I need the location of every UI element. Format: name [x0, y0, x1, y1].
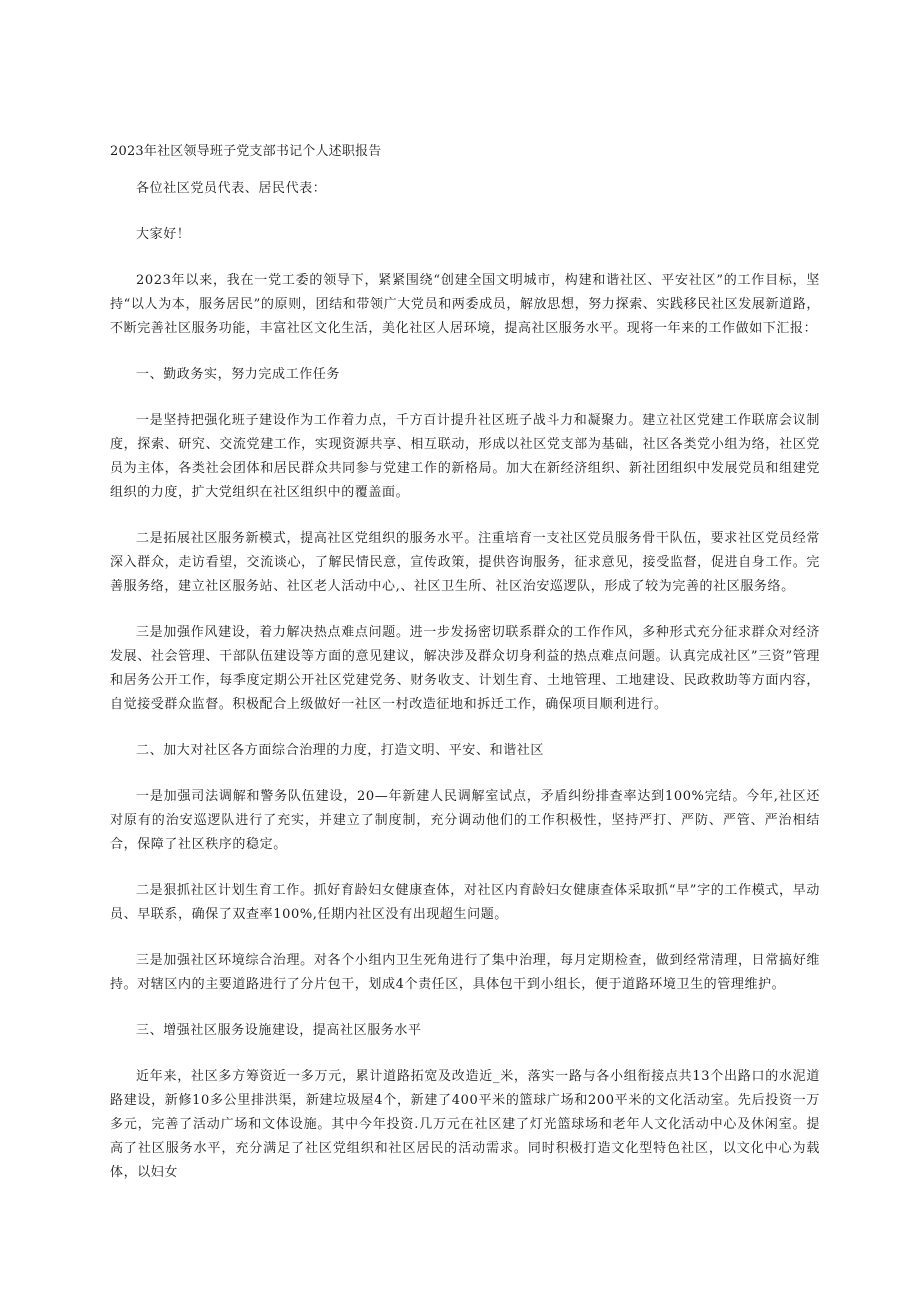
greeting: 大家好！ [136, 227, 191, 242]
section-2-paragraph-2: 二是狠抓社区计划生育工作。抓好育龄妇女健康查体，对社区内育龄妇女健康查体采取抓“早”字的工作模式，早动员、早联系，确保了双查率100%,任期内社区没有出现超生问题。 [110, 883, 820, 922]
section-3-heading: 三、增强社区服务设施建设，提高社区服务水平 [136, 1023, 422, 1038]
section-1-paragraph-3: 三是加强作风建设，着力解决热点难点问题。进一步发扬密切联系群众的工作作风，多种形式充分征求群众对经济发展、社会管理、干部队伍建设等方面的意见建议，解决涉及群众切身利益的热点难点问题。认真完成社区”三资”管理和居务公开工作，每季度定期公开社区党建党务、财务收支、计划生育、土地管理、工地建设、民政救助等方面内容，自觉接受群众监督。积极配合上级做好一社区一村改造征地和拆迁工作，确保项目顺利进行。 [110, 625, 820, 712]
section-3-paragraph-1: 近年来，社区多方筹资近一多万元，累计道路拓宽及改造近_米，落实一路与各小组衔接点共13个出路口的水泥道路建设，新修10多公里排洪渠，新建垃圾屋4个，新建了400平米的篮球广场和200平米的文化活动室。先后投资一万多元，完善了活动广场和文体设施。其中今年投资.几万元在社区建了灯光篮球场和老年人文化活动中心及休闲室。提高了社区服务水平，充分满足了社区党组织和社区居民的活动需求。同时积极打造文化型特色社区，以文化中心为载体，以妇女 [110, 1069, 820, 1180]
section-2-heading: 二、加大对社区各方面综合治理的力度，打造文明、平安、和谐社区 [136, 743, 545, 758]
document-body [110, 141, 820, 1207]
document-title: 2023年社区领导班子党支部书记个人述职报告 [110, 144, 382, 159]
section-1-heading: 一、勤政务实，努力完成工作任务 [136, 367, 341, 382]
section-2-paragraph-1: 一是加强司法调解和警务队伍建设，20—年新建人民调解室试点，矛盾纠纷排查率达到100%完结。今年,社区还对原有的治安巡逻队进行了充实，并建立了制度制，充分调动他们的工作积极性，坚持严打、严防、严管、严治相结合，保障了社区秩序的稳定。 [110, 789, 820, 852]
section-1-paragraph-1: 一是坚持把强化班子建设作为工作着力点，千方百计提升社区班子战斗力和凝聚力。建立社区党建工作联席会议制度，探索、研究、交流党建工作，实现资源共享、相互联动，形成以社区党支部为基础，社区各类党小组为络，社区党员为主体，各类社会团体和居民群众共同参与党建工作的新格局。加大在新经济组织、新社团组织中发展党员和组建党组织的力度，扩大党组织在社区组织中的覆盖面。 [110, 413, 820, 500]
intro-paragraph: 2023年以来，我在一党工委的领导下，紧紧围绕“创建全国文明城市，构建和谐社区、平安社区”的工作目标，坚持“以人为本，服务居民”的原则，团结和带领广大党员和两委成员，解放思想，努力探索、实践移民社区发展新道路，不断完善社区服务功能，丰富社区文化生活，美化社区人居环境，提高社区服务水平。现将一年来的工作做如下汇报： [110, 273, 820, 336]
section-2-paragraph-3: 三是加强社区环境综合治理。对各个小组内卫生死角进行了集中治理，每月定期检查，做到经常清理，日常搞好维持。对辖区内的主要道路进行了分片包干，划成4个责任区，具体包干到小组长，便于道路环境卫生的管理维护。 [110, 953, 820, 992]
section-1-paragraph-2: 二是拓展社区服务新模式，提高社区党组织的服务水平。注重培育一支社区党员服务骨干队伍，要求社区党员经常深入群众，走访看望，交流谈心，了解民情民意，宣传政策，提供咨询服务，征求意见，接受监督，促进自身工作。完善服务络，建立社区服务站、社区老人活动中心,、社区卫生所、社区治安巡逻队，形成了较为完善的社区服务络。 [110, 531, 820, 594]
salutation: 各位社区党员代表、居民代表： [136, 181, 327, 196]
